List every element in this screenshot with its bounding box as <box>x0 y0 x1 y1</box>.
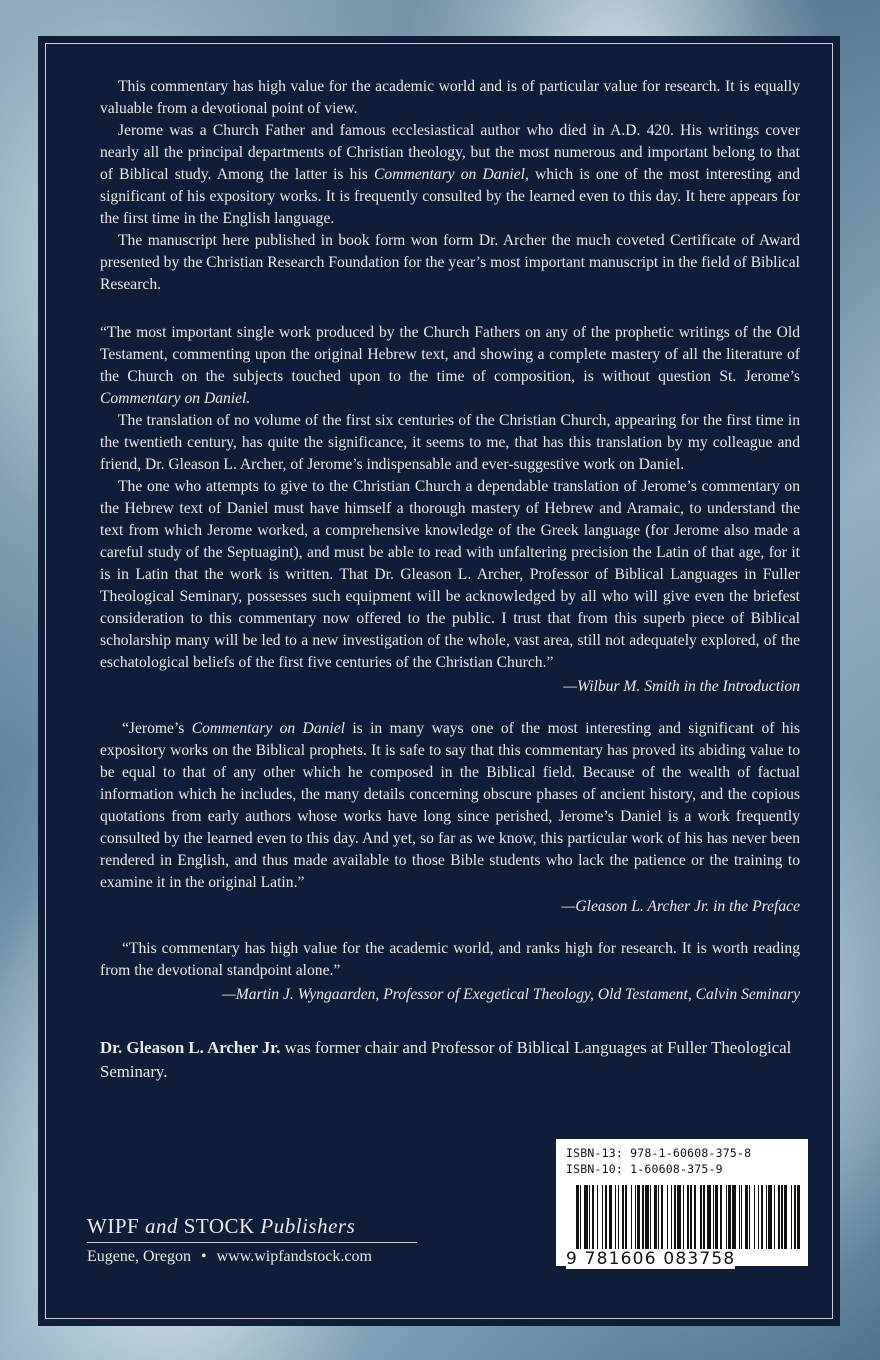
barcode-stripe <box>720 1185 721 1249</box>
barcode-stripe <box>768 1185 772 1249</box>
smith-quote-paragraph-3: The one who attempts to give to the Christian Church a dependable translation of Jerome’s commentary on the Hebrew text of Daniel must have himself a thorough mastery of Hebrew and Aramaic, to understand the text from which Jerome worked, a comprehensive knowledge of the Greek language (for Jerome also made a careful study of the Septuagint), and must be able to read with unfaltering precision the Latin of that age, for it is in Latin that the work is written. That Dr. Gleason L. Archer, Professor of Biblical Languages in Fuller Theological Seminary, possesses such equipment will be acknowledged by all who will give even the briefest consideration to this commentary now offered to the public. I trust that from this superb piece of Biblical scholarship many will be led to a new investigation of the whole, vast area, still not adequately explored, of the eschatological beliefs of the first five centuries of the Christian Church.” <box>100 478 800 671</box>
publisher-location-line <box>87 1248 417 1266</box>
publisher-location: Eugene, Oregon <box>87 1248 191 1265</box>
barcode-stripe <box>589 1185 590 1249</box>
barcode-stripe <box>674 1185 677 1249</box>
isbn-10: ISBN-10: 1-60608-375-9 <box>566 1162 723 1176</box>
barcode-stripe <box>761 1185 764 1249</box>
smith-quote-paragraph-1: “The most important single work produced by the Church Fathers on any of the prophetic writings of the Old Testament, commenting upon the original Hebrew text, and showing a complete mastery of all the literature of the Church on the subjects touched upon to the time of composition, is without question St. Jerome’s Commentary on Daniel. <box>100 324 800 407</box>
barcode-stripe <box>726 1185 727 1249</box>
barcode-digits: 9 781606 083758 <box>566 1249 736 1269</box>
bullet-separator: • <box>200 1248 207 1265</box>
barcode-stripe <box>749 1185 750 1249</box>
archer-quote: “Jerome’s Commentary on Daniel is in many ways one of the most interesting and significant of his expository works on the Biblical prophets. It is safe to say that this commentary has proved its abiding value to be equal to that of any other which he composed in the Biblical field. Because of the wealth of factual information which he includes, the many details concerning obscure phases of ancient history, and the copious quotations from early authors whose works have long since perished, Jerome’s Daniel is a work frequently consulted by the learned even to this day. And yet, so far as we know, this particular work of his has never been rendered in English, and thus made available to those Bible students who lack the patience or the training to examine it in the original Latin.” <box>100 720 800 891</box>
barcode-stripe <box>754 1185 755 1249</box>
barcode-stripe <box>687 1185 690 1249</box>
barcode-stripe <box>609 1185 613 1249</box>
barcode-stripe <box>645 1185 649 1249</box>
barcode-stripe <box>622 1185 625 1249</box>
blurb-paragraph-2: Jerome was a Church Father and famous ecclesiastical author who died in A.D. 420. His writings cover nearly all the principal departments of Christian theology, but the most numerous and important belong to that of Biblical study. Among the latter is his Commentary on Daniel, which is one of the most interesting and significant of his expository works. It is frequently consulted by the learned even to this day. It here appears for the first time in the English language. <box>100 122 800 227</box>
barcode-stripe <box>642 1185 643 1249</box>
barcode-stripe <box>625 1185 626 1249</box>
publisher-block <box>87 1214 417 1266</box>
barcode-stripe <box>784 1185 787 1249</box>
barcode-stripe <box>741 1185 742 1249</box>
barcode-stripe <box>713 1185 714 1249</box>
barcode-stripe <box>683 1185 684 1249</box>
publisher-website: www.wipfandstock.com <box>216 1248 372 1265</box>
barcode-bars <box>576 1185 798 1249</box>
barcode-stripe <box>618 1185 619 1249</box>
isbn-13: ISBN-13: 978-1-60608-375-8 <box>566 1146 752 1160</box>
wyngaarden-attribution: —Martin J. Wyngaarden, Professor of Exegetical Theology, Old Testament, Calvin Seminary <box>221 986 800 1003</box>
barcode-stripe <box>745 1185 748 1249</box>
blurb-paragraph-3: The manuscript here published in book form won form Dr. Archer the much coveted Certificate of Award presented by the Christian Research Foundation for the year’s most important manuscript in the field of Biblical Research. <box>100 232 800 293</box>
smith-attribution: —Wilbur M. Smith in the Introduction <box>563 678 800 695</box>
barcode-stripe <box>739 1185 740 1249</box>
barcode-stripe <box>797 1185 800 1249</box>
barcode-stripe <box>597 1185 598 1249</box>
barcode-stripe <box>700 1185 703 1249</box>
barcode-stripe <box>602 1185 603 1249</box>
author-bio: Dr. Gleason L. Archer Jr. was former chair and Professor of Biblical Languages at Fuller Theological Seminary. <box>100 1038 792 1081</box>
barcode-stripe <box>580 1185 581 1257</box>
publisher-divider <box>87 1242 417 1243</box>
barcode-stripe <box>650 1185 651 1249</box>
barcode-stripe <box>781 1185 782 1249</box>
barcode-stripe <box>654 1185 657 1249</box>
barcode-stripe <box>677 1185 681 1249</box>
barcode-stripe <box>658 1185 659 1249</box>
barcode-stripe <box>794 1185 795 1249</box>
barcode-stripe <box>661 1185 664 1249</box>
barcode-stripe <box>667 1185 668 1249</box>
barcode-stripe <box>576 1185 579 1257</box>
barcode-stripe <box>758 1185 759 1249</box>
wyngaarden-quote: “This commentary has high value for the academic world, and ranks high for research. It is worth reading from the devotional standpoint alone.” <box>100 940 800 979</box>
back-cover-panel <box>38 36 840 1326</box>
isbn-barcode <box>556 1139 808 1269</box>
archer-attribution: —Gleason L. Archer Jr. in the Preface <box>561 898 800 915</box>
barcode-stripe <box>615 1185 616 1249</box>
barcode-stripe <box>631 1185 632 1249</box>
barcode-stripe <box>778 1185 781 1249</box>
barcode-stripe <box>732 1185 736 1249</box>
barcode-stripe <box>635 1185 636 1249</box>
barcode-stripe <box>592 1185 595 1249</box>
publisher-name: WIPF and STOCK Publishers <box>87 1214 356 1238</box>
smith-quote-paragraph-2: The translation of no volume of the first six centuries of the Christian Church, appearing for the first time in the twentieth century, has quite the significance, it seems to me, that has this translation by my colleague and friend, Dr. Gleason L. Archer, of Jerome’s indispensable and ever-suggestive work on Daniel. <box>100 412 800 473</box>
barcode-stripe <box>774 1185 775 1249</box>
blurb-paragraph-1: This commentary has high value for the academic world and is of particular value for research. It is equally valuable from a devotional point of view. <box>100 78 800 117</box>
barcode-stripe <box>707 1185 711 1249</box>
barcode-stripe <box>637 1185 640 1249</box>
author-name: Dr. Gleason L. Archer Jr. <box>100 1038 281 1057</box>
barcode-stripe <box>791 1185 792 1249</box>
barcode-stripe <box>715 1185 718 1249</box>
barcode-stripe <box>605 1185 608 1249</box>
barcode-stripe <box>584 1185 588 1249</box>
barcode-stripe <box>694 1185 695 1249</box>
barcode-stripe <box>703 1185 704 1249</box>
back-cover-text <box>100 76 800 1084</box>
barcode-stripe <box>690 1185 691 1257</box>
barcode-stripe <box>671 1185 672 1249</box>
barcode-stripe <box>728 1185 731 1249</box>
barcode-stripe <box>766 1185 767 1249</box>
